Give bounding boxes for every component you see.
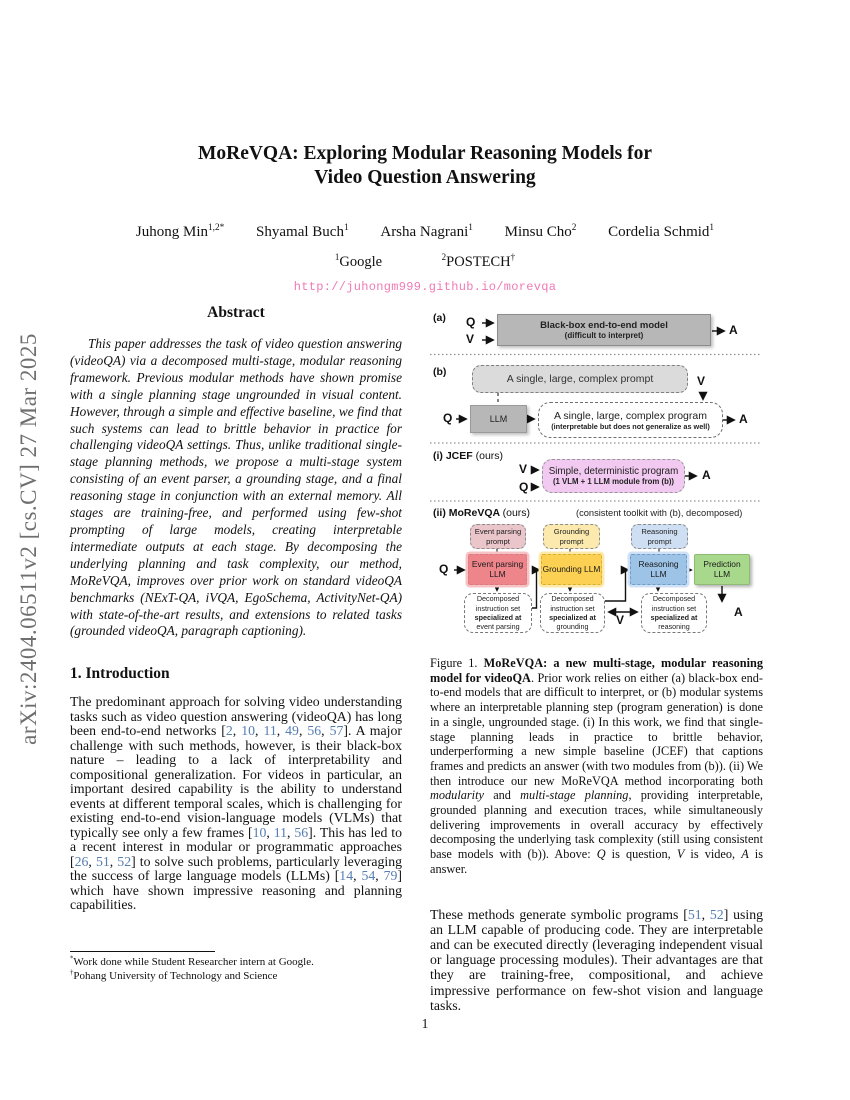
text-segment: ,: [321, 723, 330, 739]
panel-ii-a-label: A: [734, 605, 743, 619]
citation-link[interactable]: 52: [709, 906, 724, 922]
text-segment: Figure 1.: [430, 656, 484, 670]
left-column: [70, 303, 402, 913]
text-segment: The predominant approach for solving video understanding tasks such as video question answering (videoQA) has long been end-to-end networks [: [70, 694, 402, 739]
italic-text: modularity: [430, 788, 484, 803]
llm-box: LLM: [470, 405, 527, 433]
text-segment: is question,: [605, 847, 677, 862]
panel-b-q-label: Q: [443, 411, 453, 425]
panel-i-label: (i) JCEF (ours): [433, 450, 504, 462]
grounding-prompt-box: Grounding prompt: [543, 524, 600, 549]
citation-link[interactable]: 11: [273, 824, 288, 840]
text-segment: . Prior work relies on either (a) black-box end-to-end models that are difficult to interpret, or (b) modular systems where an interpretable planning step (program generation) is done in a single, ungrounded stage. (i) In this work, we find that single-stage planning leads in practice to brittle behavior, underperforming a new simple baseline (JCEF) that captions frames and predicts an answer (with two modules from (b)). (ii) We then introduce our new MoReVQA method incorporating both: [430, 670, 763, 788]
event-parsing-prompt-box: Event parsing prompt: [470, 524, 526, 549]
italic-text: A: [741, 847, 749, 862]
italic-text: Q: [596, 847, 606, 862]
text-segment: ,: [232, 723, 242, 739]
citation-link[interactable]: 51: [95, 853, 110, 869]
abstract-heading: Abstract: [207, 304, 265, 321]
blackbox-model-box: Black-box end-to-end model (difficult to interpret): [497, 314, 711, 346]
complex-prompt-box: A single, large, complex prompt: [472, 365, 688, 393]
panel-ii-q-label: Q: [439, 562, 449, 576]
footnote-2: †Pohang University of Technology and Science: [70, 968, 278, 982]
page-number: 1: [421, 1016, 429, 1031]
panel-ii-note: (consistent toolkit with (b), decomposed): [576, 508, 743, 518]
citation-link[interactable]: 2: [225, 723, 233, 739]
panel-b-v-label: V: [697, 374, 706, 388]
citation-link[interactable]: 14: [339, 868, 354, 884]
italic-text: V: [676, 847, 685, 862]
text-segment: These methods generate symbolic programs [: [430, 906, 688, 922]
footnotes: [70, 951, 402, 983]
instruction-set-grounding-box: Decomposed instruction set specialized at grounding: [540, 593, 605, 633]
introduction-heading: 1. Introduction: [70, 665, 170, 683]
figure-1-diagram: [430, 310, 763, 648]
footnote-1: *Work done while Student Researcher intern at Google.: [70, 955, 314, 968]
abstract-text: This paper addresses the task of video question answering (videoQA) via a decomposed multi-stage, modular reasoning framework. Previous modular methods have shown promise with a single planning stage ungrounded in visual content. However, through a simple and effective baseline, we find that such systems can lead to brittle behavior in practice for challenging videoQA settings. Thus, unlike traditional single-stage planning methods, we propose a multi-stage system consisting of an event parser, a grounding stage, and a final reasoning stage in conjunction with an external memory. All stages are training-free, and performed using few-shot prompting of large models, creating interpretable intermediate outputs at each stage. By decomposing the underlying planning and task complexity, our method, MoReVQA, improves over prior work on standard videoQA benchmarks (NExT-QA, iVQA, EgoSchema, ActivityNet-QA) with state-of-the-art results, and extensions to related tasks (grounded videoQA, paragraph captioning).: [70, 336, 402, 639]
citation-link[interactable]: 26: [74, 853, 89, 869]
text-segment: ,: [255, 723, 264, 739]
author: Minsu Cho$^2$: [504, 223, 577, 240]
text-segment: ,: [375, 868, 384, 884]
author: Juhong Min$^{1,2*}$: [135, 223, 225, 240]
citation-link[interactable]: 79: [383, 868, 398, 884]
footnote-rule: [70, 951, 215, 952]
affiliation: $^2$POSTECH†: [441, 252, 516, 270]
panel-a-v-label: V: [466, 332, 475, 346]
panel-ii-label: (ii) MoReVQA (ours): [433, 507, 531, 519]
citation-link[interactable]: 10: [241, 723, 256, 739]
panel-a-a-label: A: [729, 323, 738, 337]
panel-i-a-label: A: [702, 468, 711, 482]
bold-text: MoReVQA: a new multi-stage, modular reasoning model for videoQA: [430, 656, 763, 685]
text-segment: ,: [109, 853, 118, 869]
project-url-link[interactable]: http://juhongm999.github.io/morevqa: [293, 280, 557, 294]
right-column: [430, 310, 763, 1013]
citation-link[interactable]: 56: [307, 723, 322, 739]
panel-ii-v-label: V: [616, 613, 625, 627]
instruction-set-reasoning-box: Decomposed instruction set specialized at reasoning: [641, 593, 707, 633]
reasoning-prompt-box: Reasoning prompt: [631, 524, 688, 549]
event-parsing-llm-box: Event parsing LLM: [468, 554, 527, 585]
text-segment: ] which have shown impressive reasoning and planning capabilities.: [70, 868, 403, 913]
citation-link[interactable]: 57: [329, 723, 344, 739]
text-segment: ,: [287, 824, 295, 840]
panel-i-q-label: Q: [519, 480, 529, 494]
title-line-2: Video Question Answering: [314, 167, 536, 188]
text-segment: ,: [266, 824, 274, 840]
text-segment: is answer.: [430, 847, 763, 876]
text-segment: ]. A major challenge with such methods, however, is their black-box nature – leading to a lack of interpretability and compositional generalization. For videos in particular, an important desired capability is the ability to understand events at different temporal scales, which is challenging for existing end-to-end vision-language models (VLMs) that typically see only a few frames [: [70, 723, 402, 840]
author: Cordelia Schmid$^1$: [608, 223, 715, 240]
text-segment: ,: [88, 853, 96, 869]
citation-link[interactable]: 54: [361, 868, 376, 884]
text-segment: and: [483, 788, 521, 803]
paper-title: [60, 142, 790, 190]
citation-link[interactable]: 56: [294, 824, 309, 840]
author: Shyamal Buch$^1$: [256, 223, 349, 240]
affiliation: $^1$Google: [334, 252, 383, 270]
panel-b-label: (b): [433, 366, 447, 378]
complex-program-box: A single, large, complex program (interpretable but does not generalize as well): [538, 402, 723, 438]
citation-link[interactable]: 51: [687, 906, 702, 922]
citation-link[interactable]: 52: [117, 853, 132, 869]
title-line-1: MoReVQA: Exploring Modular Reasoning Models for: [197, 143, 653, 164]
panel-i-v-label: V: [519, 462, 528, 476]
introduction-paragraph: [70, 695, 402, 913]
author: Arsha Nagrani$^1$: [380, 223, 473, 240]
citation-link[interactable]: 49: [285, 723, 299, 739]
text-segment: , providing interpretable, grounded planning and execution traces, while simultaneously delivering improvements in overall accuracy by effectively decomposing the underlying task complexity (still using consistent base models with (b)). Above:: [430, 788, 763, 862]
citation-link[interactable]: 11: [263, 723, 277, 739]
jcef-program-box: Simple, deterministic program (1 VLM + 1 LLM module from (b)): [542, 459, 685, 493]
panel-a-label: (a): [433, 312, 446, 324]
citation-link[interactable]: 10: [252, 824, 267, 840]
text-segment: ,: [353, 868, 362, 884]
text-segment: ,: [701, 906, 710, 922]
right-column-paragraph: [430, 907, 763, 1013]
arxiv-watermark: arXiv:2404.06511v2 [cs.CV] 27 Mar 2025: [16, 333, 41, 745]
grounding-llm-box: Grounding LLM: [541, 554, 602, 585]
reasoning-llm-box: Reasoning LLM: [630, 554, 687, 585]
text-segment: ,: [298, 723, 308, 739]
text-segment: ,: [276, 723, 286, 739]
italic-text: multi-stage planning: [520, 788, 629, 803]
text-segment: is video,: [684, 847, 742, 862]
prediction-llm-box: Prediction LLM: [694, 554, 750, 585]
text-segment: ]. This has led to a recent interest in modular or programmatic approaches [: [70, 824, 402, 869]
figure-1-caption: [430, 656, 763, 877]
instruction-set-event-parsing-box: Decomposed instruction set specialized at event parsing: [464, 593, 532, 633]
panel-a-q-label: Q: [466, 315, 476, 329]
text-segment: ] to solve such problems, particularly leveraging the success of large language models (LLMs) [: [70, 853, 402, 884]
affiliations: [40, 254, 810, 271]
panel-b-a-label: A: [739, 412, 748, 426]
author-list: [40, 224, 810, 241]
text-segment: ] using an LLM capable of producing code. They are interpretable and can be executed directly (leveraging independent visual or language processing modules). Their advantages are that they are training-free, compositional, and achieve impressive performance on few-shot vision and language tasks.: [430, 906, 763, 1013]
